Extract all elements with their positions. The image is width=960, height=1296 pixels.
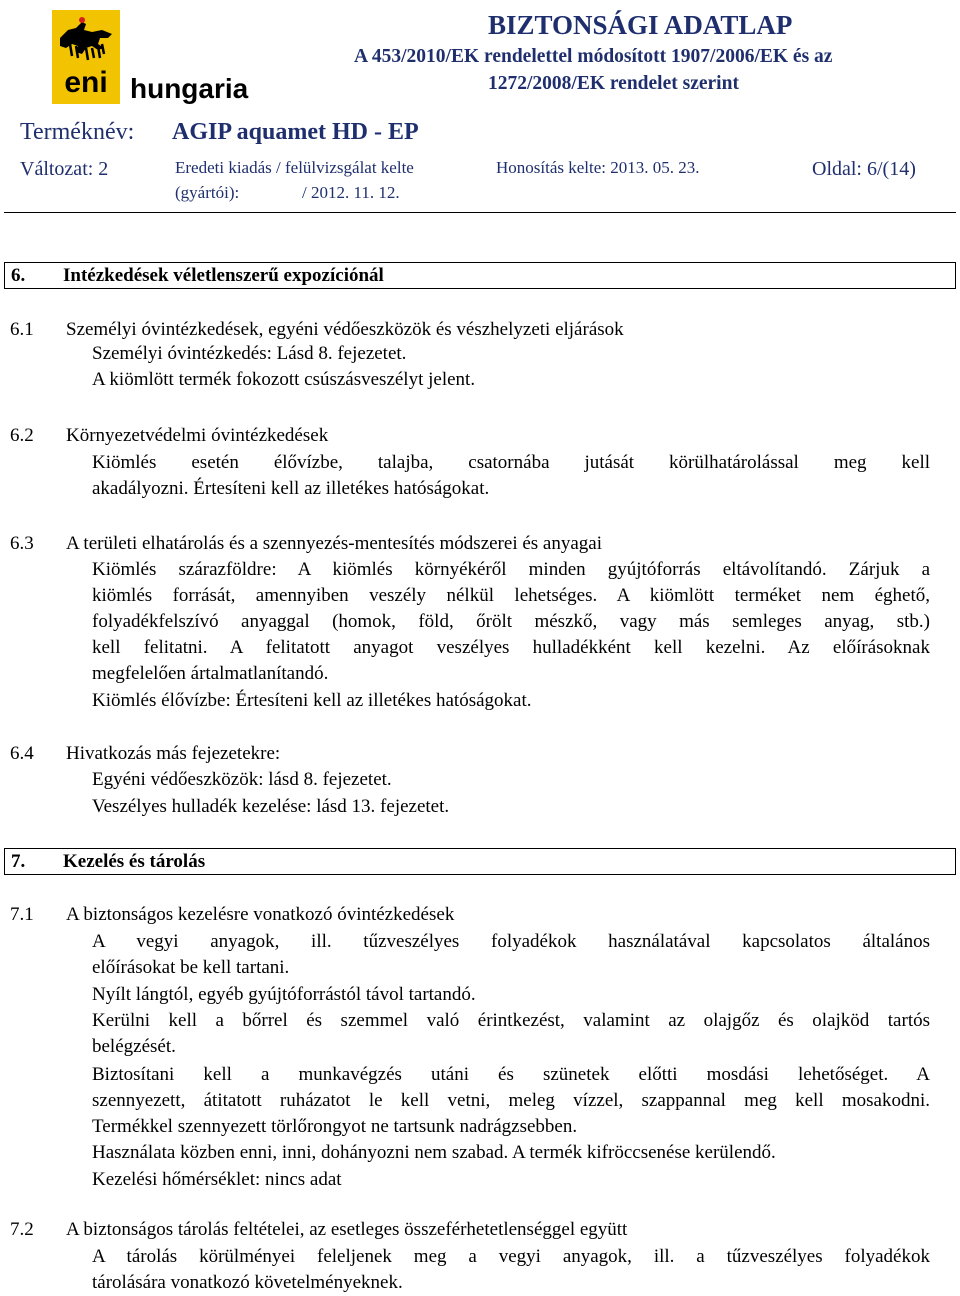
s64-title: Hivatkozás más fejezetekre: bbox=[66, 743, 281, 764]
s62-line-2: akadályozni. Értesíteni kell az illetékes hatóságokat. bbox=[92, 478, 490, 499]
s62-line-1: Kiömlés esetén élővízbe, talajba, csatornába jutását körülhatárolással meg kell bbox=[92, 452, 930, 473]
section-7-number: 7. bbox=[11, 851, 26, 872]
section-6-number: 6. bbox=[11, 265, 26, 286]
s64-line-2: Veszélyes hulladék kezelése: lásd 13. fejezetet. bbox=[92, 796, 450, 817]
s71-line-2: előírásokat be kell tartani. bbox=[92, 957, 290, 978]
s63-title: A területi elhatárolás és a szennyezés-mentesítés módszerei és anyagai bbox=[66, 533, 602, 554]
s71-line-3: Nyílt lángtól, egyéb gyújtóforrástól távol tartandó. bbox=[92, 984, 476, 1005]
s71-line-6: Biztosítani kell a munkavégzés utáni és szünetek előtti mosdási lehetőséget. A bbox=[92, 1064, 930, 1085]
s71-title: A biztonságos kezelésre vonatkozó óvintézkedések bbox=[66, 904, 455, 925]
s63-line-4: kell felitatni. A felitatott anyagot veszélyes hulladékként kell kezelni. Az előírásoknak bbox=[92, 637, 930, 658]
s71-line-4: Kerülni kell a bőrrel és szemmel való érintkezést, valamint az olajgőz és olajköd tartós bbox=[92, 1010, 930, 1031]
section-7-title: Kezelés és tárolás bbox=[63, 851, 206, 872]
product-name: AGIP aquamet HD - EP bbox=[172, 119, 419, 145]
s62-title: Környezetvédelmi óvintézkedések bbox=[66, 425, 329, 446]
s62-number: 6.2 bbox=[10, 425, 34, 446]
s63-line-3: folyadékfelszívó anyaggal (homok, föld, őrölt mészkő, vagy más semleges anyag, stb.) bbox=[92, 611, 930, 632]
s72-line-1: A tárolás körülményei feleljenek meg a vegyi anyagok, ill. a tűzveszélyes folyadékok bbox=[92, 1246, 930, 1267]
s71-line-5: belégzését. bbox=[92, 1036, 176, 1057]
s72-number: 7.2 bbox=[10, 1219, 34, 1240]
section-6-title: Intézkedések véletlenszerű expozíciónál bbox=[63, 265, 384, 286]
s63-line-6: Kiömlés élővízbe: Értesíteni kell az illetékes hatóságokat. bbox=[92, 690, 532, 711]
s61-title: Személyi óvintézkedések, egyéni védőeszközök és vészhelyzeti eljárások bbox=[66, 319, 624, 340]
s72-title: A biztonságos tárolás feltételei, az esetleges összeférhetetlenséggel együtt bbox=[66, 1219, 628, 1240]
s63-number: 6.3 bbox=[10, 533, 34, 554]
s72-line-2: tárolására vonatkozó követelményeknek. bbox=[92, 1272, 403, 1293]
s61-line-1: Személyi óvintézkedés: Lásd 8. fejezetet. bbox=[92, 343, 407, 364]
section-7-header bbox=[4, 848, 956, 875]
logo-hungaria-text: hungaria bbox=[130, 73, 249, 104]
s71-line-10: Kezelési hőmérséklet: nincs adat bbox=[92, 1169, 342, 1190]
product-label: Terméknév: bbox=[20, 119, 135, 145]
issue-label-1: Eredeti kiadás / felülvizsgálat kelte bbox=[175, 158, 414, 177]
s71-number: 7.1 bbox=[10, 904, 34, 925]
s71-line-9: Használata közben enni, inni, dohányozni nem szabad. A termék kifröccsenése kerülendő. bbox=[92, 1142, 776, 1163]
s71-line-8: Termékkel szennyezett törlőrongyot ne tartsunk nadrágzsebben. bbox=[92, 1116, 578, 1137]
s63-line-2: kiömlés forrását, amennyiben veszély nélkül lehetséges. A kiömlött terméket nem éghető, bbox=[92, 585, 930, 606]
issue-label-2: (gyártói): bbox=[175, 183, 240, 202]
s61-line-2: A kiömlött termék fokozott csúszásveszélyt jelent. bbox=[92, 369, 476, 390]
version: Változat: 2 bbox=[20, 158, 109, 180]
s63-line-1: Kiömlés szárazföldre: A kiömlés környékéről minden gyújtóforrás eltávolítandó. Zárjuk a bbox=[92, 559, 930, 580]
issue-date: / 2012. 11. 12. bbox=[302, 183, 400, 202]
s63-line-5: megfelelően ártalmatlanítandó. bbox=[92, 663, 329, 684]
eni-hungaria-logo bbox=[42, 8, 262, 108]
regulation-line-1: A 453/2010/EK rendelettel módosított 1907/2006/EK és az bbox=[354, 46, 833, 67]
section-6-header bbox=[4, 262, 956, 289]
page-number: Oldal: 6/(14) bbox=[812, 158, 916, 180]
header-divider bbox=[4, 212, 956, 213]
s64-line-1: Egyéni védőeszközök: lásd 8. fejezetet. bbox=[92, 769, 392, 790]
document-title: BIZTONSÁGI ADATLAP bbox=[488, 10, 793, 40]
s64-number: 6.4 bbox=[10, 743, 34, 764]
logo-eni-text: eni bbox=[64, 66, 108, 99]
s71-line-1: A vegyi anyagok, ill. tűzveszélyes folyadékok használatával kapcsolatos általános bbox=[92, 931, 930, 952]
regulation-line-2: 1272/2008/EK rendelet szerint bbox=[488, 73, 739, 94]
localization-date: Honosítás kelte: 2013. 05. 23. bbox=[496, 158, 700, 177]
s71-line-7: szennyezett, átitatott ruházatot le kell vetni, meleg vízzel, szappannal meg kell mosakodni. bbox=[92, 1090, 930, 1111]
s61-number: 6.1 bbox=[10, 319, 34, 340]
